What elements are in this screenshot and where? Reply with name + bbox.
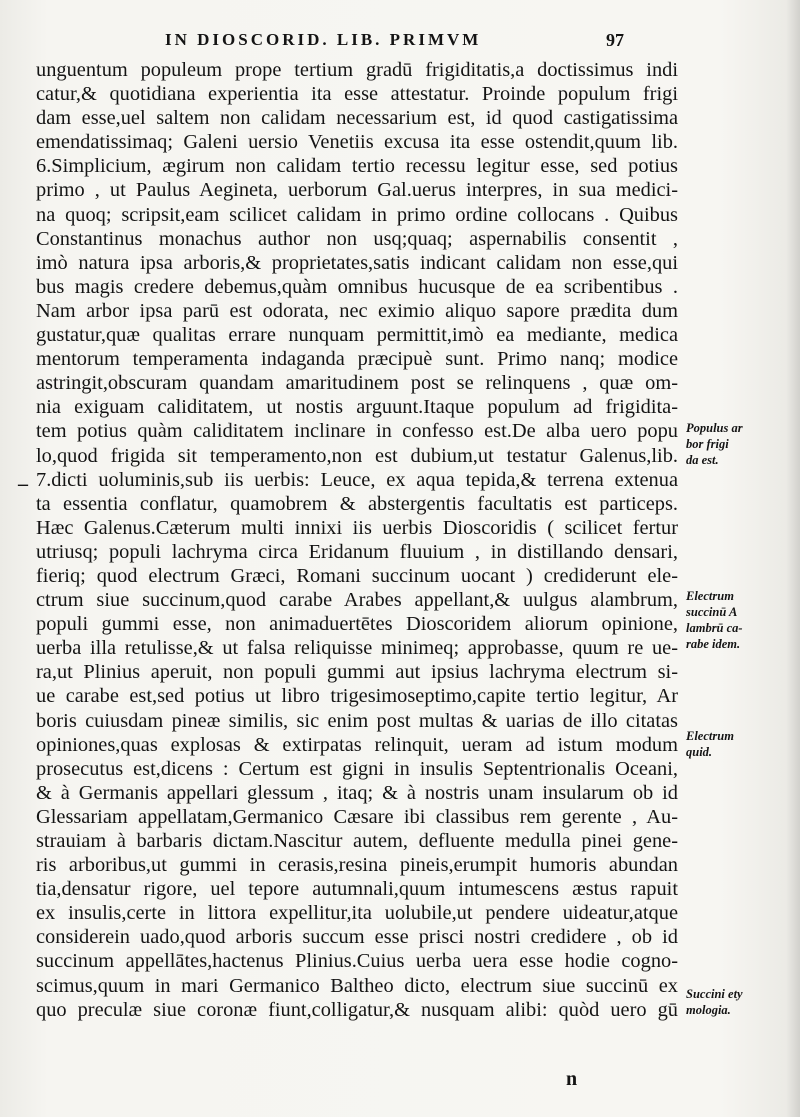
- margin-note-line: Electrum: [686, 589, 734, 603]
- text-line: prosecutus est,dicens : Certum est gigni in insulis Septentrionalis Oceani,: [36, 757, 678, 780]
- text-line: nia exiguam caliditatem, ut nostis arguunt.Itaque populum ad frigidita-: [36, 396, 678, 419]
- text-line: Nam arbor ipsa parū est odorata, nec eximio aliquo sapore prædita dum: [36, 299, 678, 322]
- text-line: ra,ut Plinius aperuit, non populi gummi aut ipsius lachryma electrum si-: [36, 661, 678, 684]
- page-number: 97: [606, 30, 624, 50]
- main-text-block: [36, 58, 678, 1022]
- margin-note-line: succinū A: [686, 605, 738, 619]
- text-line: strauiam à barbaris dictam.Nascitur autem, defluente medulla pinei gene-: [36, 830, 678, 852]
- page-edge-shadow: [786, 0, 800, 1117]
- text-line: quo preculæ siue coronæ fiunt,colligatur,& nusquam alibi: quòd uero gū: [36, 998, 678, 1021]
- margin-note-populus: [686, 420, 786, 468]
- text-line: Constantinus monachus author non usq;quaq; aspernabilis consentit ,: [36, 227, 678, 250]
- text-line: astringit,obscuram quandam amaritudinem post se relinquens , quæ om-: [36, 372, 678, 395]
- text-line: populi gummi esse, non animaduertētes Dioscoridem aliorum opinione,: [36, 613, 678, 636]
- text-line: bus magis credere debemus,quàm omnibus hucusque de ea scribentibus .: [36, 275, 678, 298]
- text-line: emendatissimaq; Galeni uersio Venetiis excusa ita esse ostendit,quum lib.: [36, 131, 678, 154]
- text-line: ue carabe est,sed potius ut libro trigesimoseptimo,capite tertio legitur, Ar: [36, 685, 678, 708]
- text-line: gustatur,quæ qualitas errare nunquam permittit,imò ea mediante, medica: [36, 324, 678, 347]
- margin-note-line: Succini ety: [686, 987, 743, 1001]
- margin-note-line: bor frigi: [686, 437, 729, 451]
- margin-note-line: mologia.: [686, 1003, 731, 1017]
- text-line: ris arboribus,ut gummi in cerasis,resina pineis,erumpit humoris abundan: [36, 854, 678, 877]
- text-line: Hæc Galenus.Cæterum multi innixi iis uerbis Dioscoridis ( scilicet fertur: [36, 516, 678, 539]
- margin-note-electrum-quid: [686, 728, 786, 760]
- text-line: tia,densatur rigore, uel tepore autumnali,quum intumescens æstus rapuit: [36, 878, 678, 901]
- text-line: scimus,quum in mari Germanico Baltheo dicto, electrum siue succinū ex: [36, 974, 678, 997]
- margin-note-line: lambrū ca-: [686, 621, 743, 635]
- text-line: na quoq; scripsit,eam scilicet calidam in primo ordine collocans . Quibus: [36, 203, 678, 226]
- text-line: ta essentia conflatur, quamobrem & abstergentis facultatis est particeps.: [36, 492, 678, 515]
- text-line: 6.Simplicium, ægirum non calidam tertio recessu legitur esse, sed potius: [36, 155, 678, 178]
- text-line: & à Germanis appellari glessum , itaq; & à nostris unam insularum ob id: [36, 781, 678, 804]
- signature-mark: n: [566, 1068, 578, 1090]
- text-line: ctrum siue succinum,quod carabe Arabes appellant,& uulgus alambrum,: [36, 589, 678, 612]
- text-line: fieriq; quod electrum Græci, Romani succinum uocant ) crediderunt ele-: [36, 564, 678, 587]
- text-line: uerba illa retulisse,& ut falsa reliquisse minimeq; approbasse, quum re ue-: [36, 637, 678, 660]
- margin-note-line: Electrum: [686, 729, 734, 743]
- margin-note-line: da est.: [686, 453, 719, 467]
- text-line: succinum appellātes,hactenus Plinius.Cuius uerba uera esse hodie cogno-: [36, 950, 678, 973]
- text-line: unguentum populeum prope tertium gradū frigiditatis,a doctissimus indi: [36, 59, 678, 81]
- running-title: IN DIOSCORID. LIB. PRIMVM: [165, 30, 482, 49]
- margin-dash-mark: –: [18, 473, 28, 495]
- text-line: ex insulis,certe in littora expellitur,ita uolubile,ut pendere uideatur,atque: [36, 902, 678, 925]
- text-line: tem potius quàm caliditatem inclinare in confesso est.De alba uero popu: [36, 420, 678, 443]
- text-line: considerein uado,quod arboris succum esse prisci nostri credidere , ob id: [36, 926, 678, 949]
- text-line: Glessariam appellatam,Germanico Cæsare ibi classibus rem gerente , Au-: [36, 805, 678, 828]
- margin-note-succini-etymologia: [686, 986, 786, 1018]
- text-line: primo , ut Paulus Aegineta, uerborum Gal.uerus interpres, in sua medici-: [36, 179, 678, 202]
- text-line: catur,& quotidiana experientia ita esse attestatur. Proinde populum frigi: [36, 83, 678, 106]
- text-line: imò natura ipsa arboris,& proprietates,satis indicant calidam non esse,qui: [36, 251, 678, 274]
- margin-note-line: quid.: [686, 745, 713, 759]
- text-line: opiniones,quas explosas & extirpatas relinquit, ueram ad istum modum: [36, 733, 678, 756]
- margin-note-electrum-succinum: [686, 588, 786, 652]
- margin-note-line: Populus ar: [686, 421, 743, 435]
- text-line: utriusq; populi lachryma circa Eridanum fluuium , in distillando densari,: [36, 540, 678, 563]
- text-line: 7.dicti uoluminis,sub iis uerbis: Leuce, ex aqua tepida,& terrena extenua: [36, 468, 678, 491]
- text-line: lo,quod frigida sit temperamento,non est dubium,ut testatur Galenus,lib.: [36, 444, 678, 467]
- text-line: boris cuiusdam pineæ similis, sic enim post multas & uarias de illo citatas: [36, 709, 678, 732]
- text-line: dam esse,uel saltem non calidam necessarium est, id quod castigatissima: [36, 107, 678, 130]
- margin-note-line: rabe idem.: [686, 637, 741, 651]
- text-line: mentorum temperamenta indaganda præcipuè sunt. Primo nanq; modice: [36, 348, 678, 371]
